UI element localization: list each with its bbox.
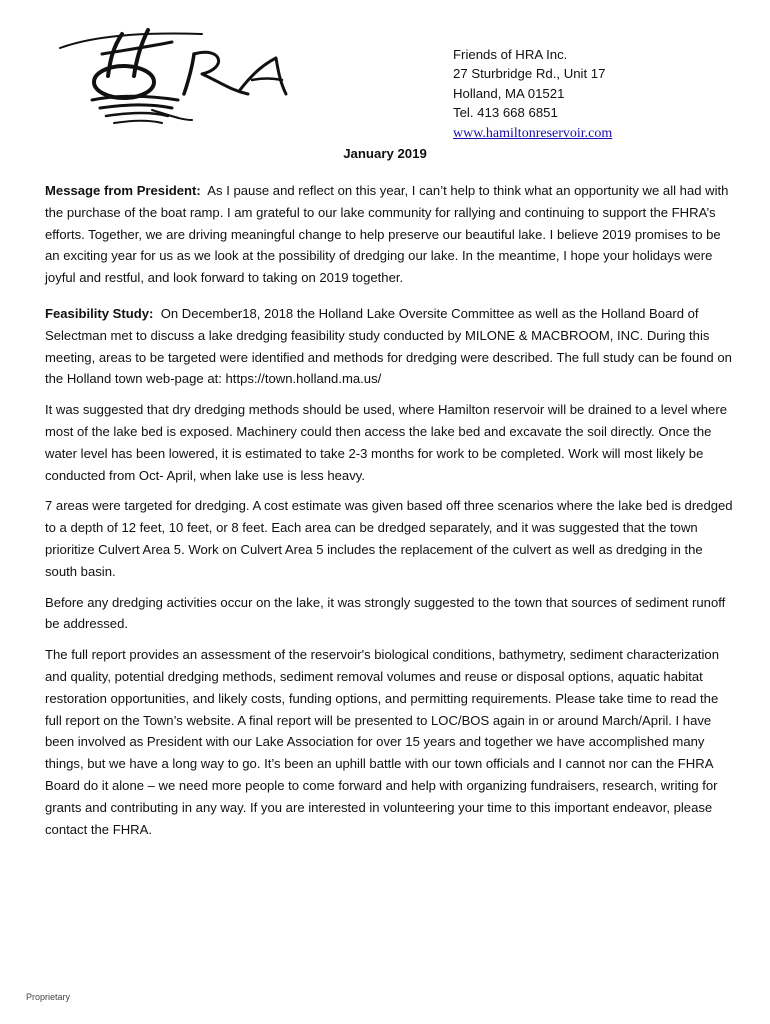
street-address: 27 Sturbridge Rd., Unit 17 [453, 66, 606, 82]
feasibility-text: On December18, 2018 the Holland Lake Oversite Committee as well as the Holland Board of Selectman met to discuss a lake dredging feasibility study conducted by MILONE & MACBROOM, INC. During this meeting, areas to be targeted were identified and methods for dredging were described. The full study can be found on the Holland town web-page at: https://town.holland.ma.us/ [45, 305, 732, 387]
telephone: Tel. 413 668 6851 [453, 105, 558, 121]
president-heading: Message from President: [45, 183, 201, 198]
feasibility-study [45, 303, 735, 390]
website-link[interactable]: www.hamiltonreservoir.com [453, 125, 613, 141]
address-block [453, 45, 612, 143]
newsletter-date: January 2019 [343, 146, 427, 161]
proprietary-footer: Proprietary [26, 992, 71, 1002]
president-text: As I pause and reflect on this year, I can’t help to think what an opportunity we all had with the purchase of the boat ramp. I am grateful to our lake community for rallying and continuing to support the FHRA’s efforts. Together, we are driving meaningful change to help preserve our beautiful lake. I believe 2019 promises to be an exciting year for us as we look at the possibility of dredging our lake. In the meantime, I hope your holidays were joyful and restful, and look forward to taking on 2019 together. [45, 183, 729, 286]
city-state-zip: Holland, MA 01521 [453, 85, 565, 101]
president-message [45, 180, 735, 289]
org-name: Friends of HRA Inc. [453, 47, 568, 62]
paragraph-runoff: Before any dredging activities occur on the lake, it was strongly suggested to the town that sources of sediment runoff be addressed. [45, 594, 726, 632]
hra-logo [52, 24, 292, 132]
paragraph-areas: 7 areas were targeted for dredging. A cost estimate was given based off three scenarios where the lake bed is dredged to a depth of 12 feet, 10 feet, or 8 feet. Each area can be dredged separately, and it was suggested that the town prioritize Culvert Area 5. Work on Culvert Area 5 includes the replacement of the culvert as well as dredging in the south basin. [45, 498, 733, 579]
paragraph-methods: It was suggested that dry dredging methods should be used, where Hamilton reservoir will be drained to a level where most of the lake bed is exposed. Machinery could then access the lake bed and excavate the soil directly. Once the water level has been lowered, it is estimated to take 2-3 months for work to be completed. Work will most likely be conducted from Oct- April, when lake use is less heavy. [45, 402, 727, 483]
document-body [45, 180, 735, 849]
paragraph-report: The full report provides an assessment of the reservoir's biological conditions, bathymetry, sediment characterization and quality, potential dredging methods, sediment removal volumes and reuse or disposal options, aquatic habitat restoration opportunities, and likely costs, funding options, and permitting requirements. Please take time to read the full report on the Town’s website. A final report will be presented to LOC/BOS again in or around March/April. I have been involved as President with our Lake Association for over 15 years and together we have accomplished many things, but we have a long way to go. It’s been an uphill battle with our town officials and I cannot nor can the FHRA Board do it alone – we need more people to come forward and help with organizing fundraisers, research, writing for grants and contributing in any way. If you are interested in volunteering your time to this important endeavor, please contact the FHRA. [45, 647, 719, 837]
feasibility-heading: Feasibility Study: [45, 305, 154, 321]
